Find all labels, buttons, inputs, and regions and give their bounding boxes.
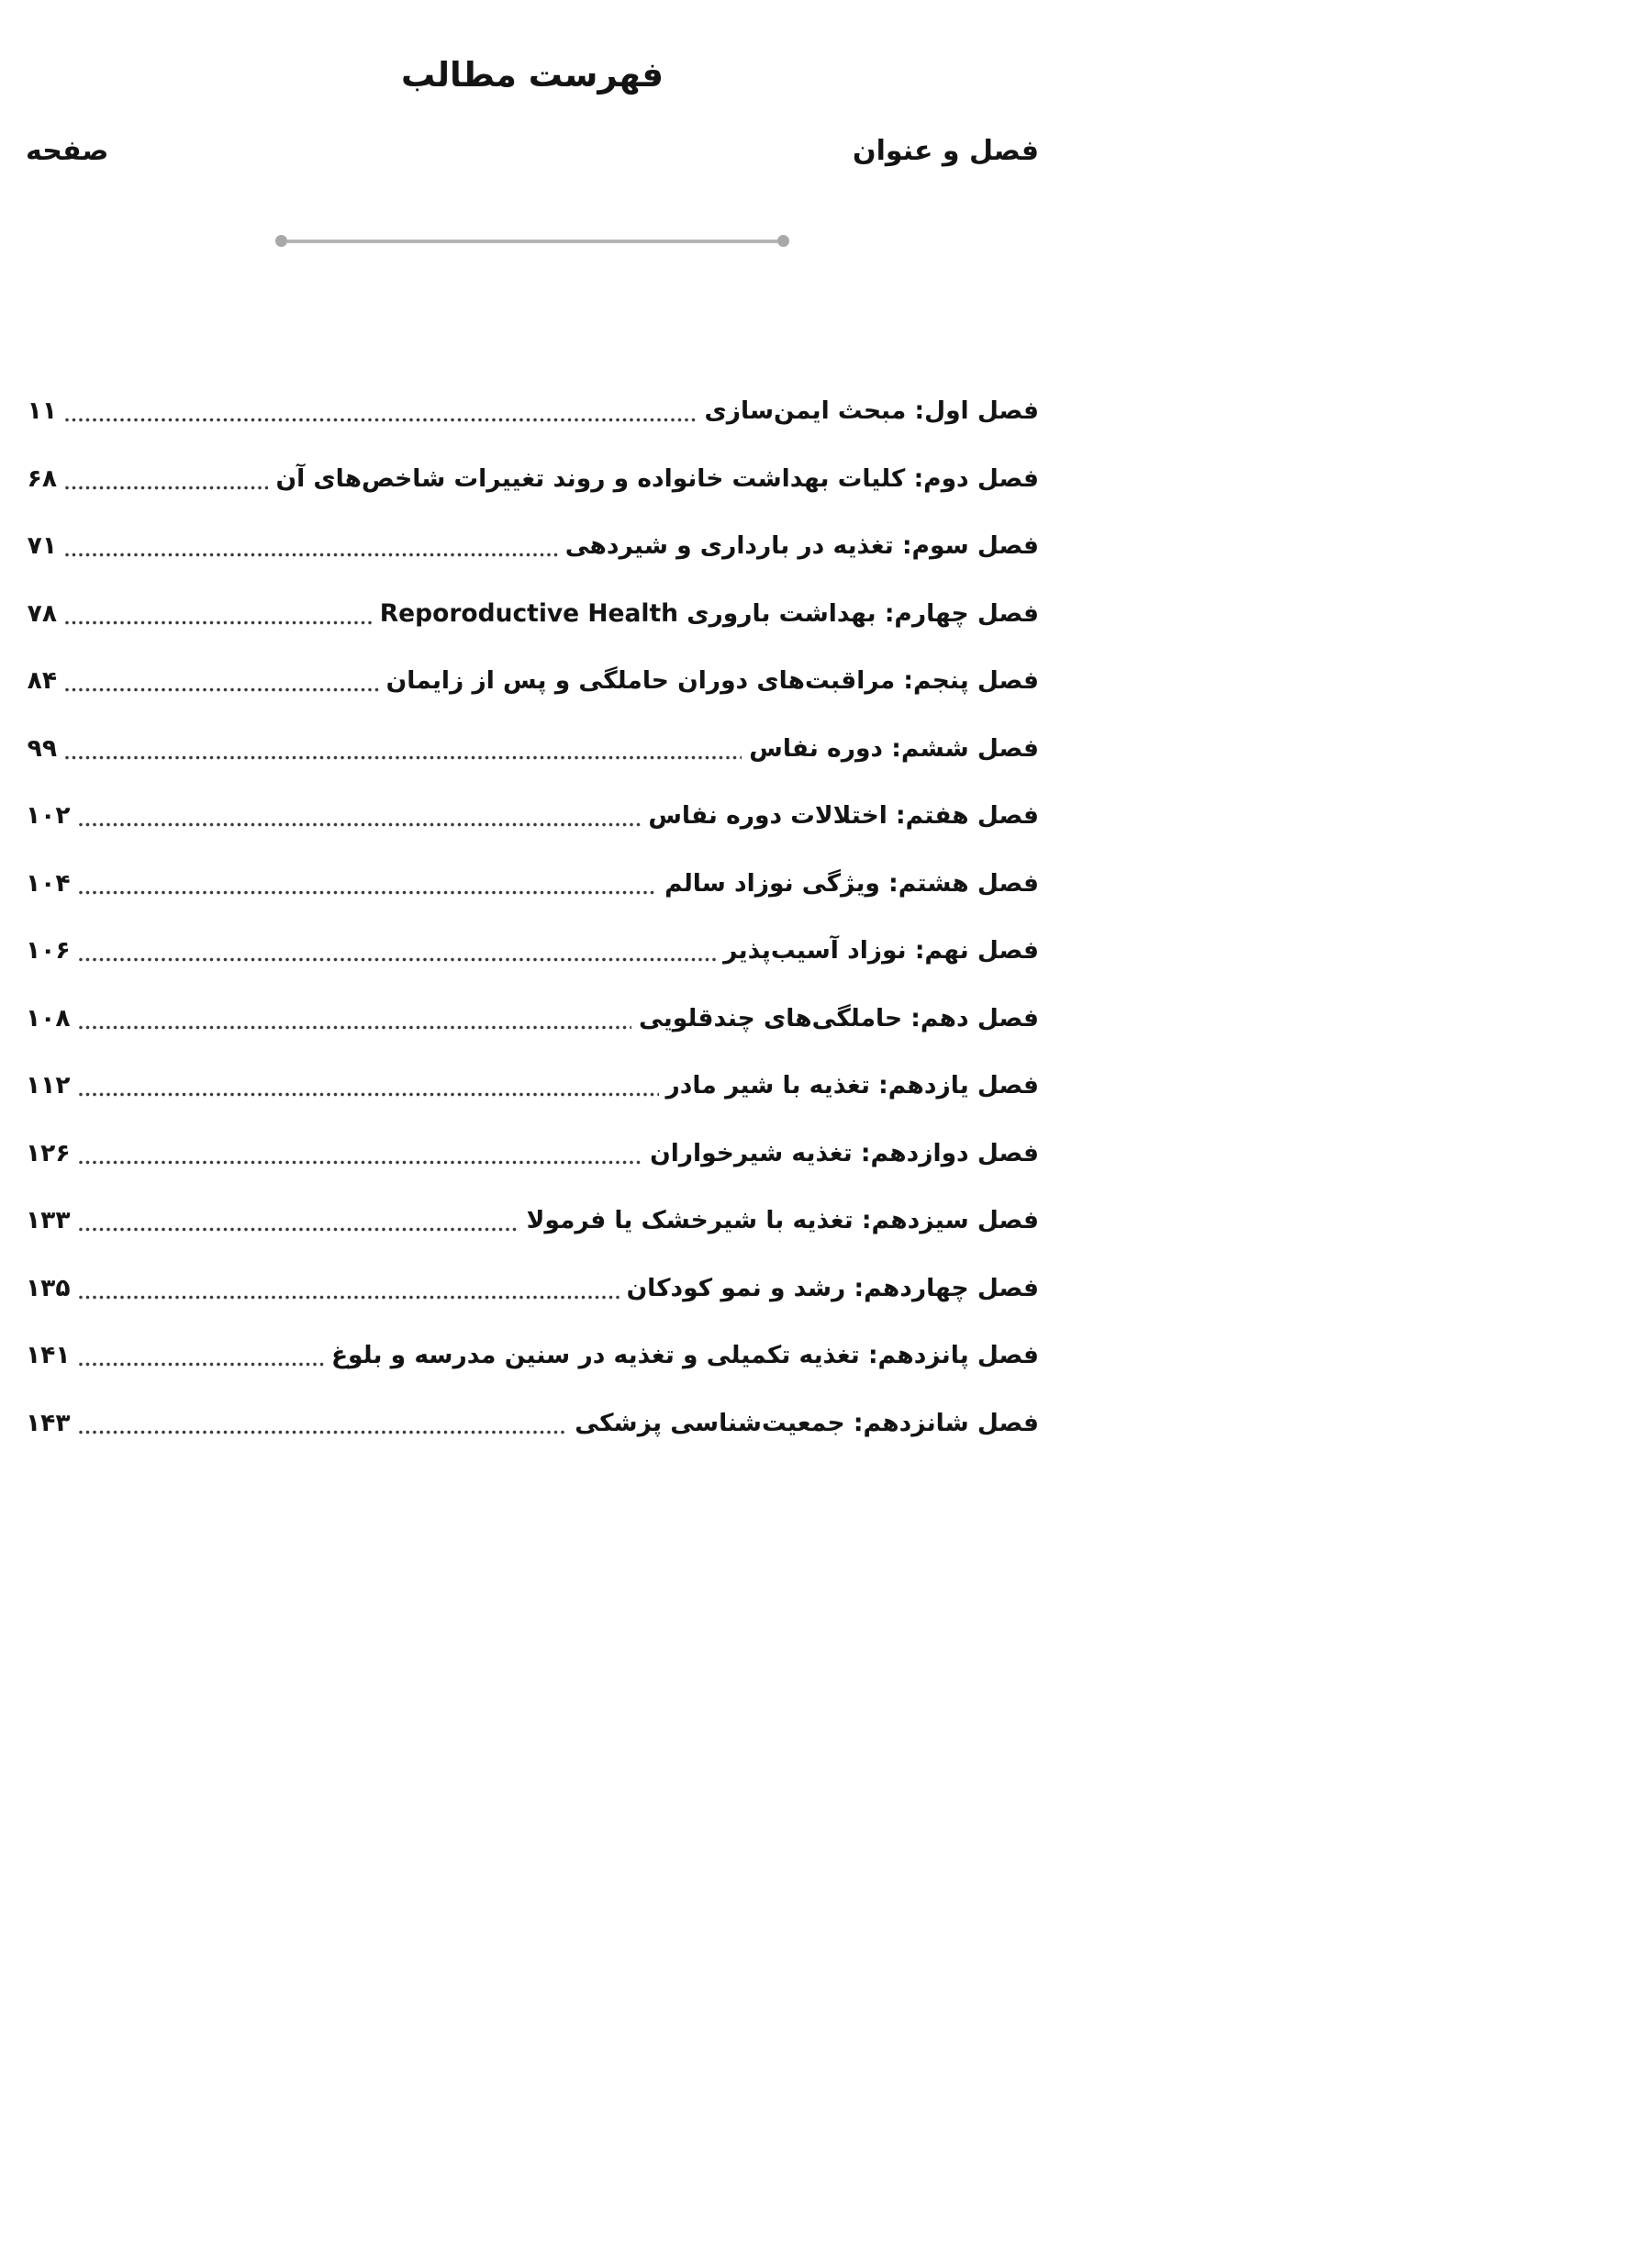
toc-entry [26, 445, 1039, 513]
toc-entry [26, 1255, 1039, 1323]
toc-entry-page-number: ۱۰۴ [26, 868, 71, 898]
toc-entry-page-number: ۱۰۸ [26, 1003, 71, 1033]
chapter-column-header: فصل و عنوان [853, 135, 1039, 167]
toc-entry-title: فصل سیزدهم: تغذیه با شیرخشک یا فرمولا [526, 1206, 1039, 1235]
toc-list [26, 377, 1039, 1457]
dotted-leader [78, 890, 658, 895]
toc-entry [26, 512, 1039, 580]
toc-entry-title: فصل پانزدهم: تغذیه تکمیلی و تغذیه در سنین مدرسه و بلوغ [330, 1341, 1039, 1370]
toc-entry-page-number: ۱۳۳ [26, 1206, 71, 1235]
toc-entry-page-number: ۱۴۳ [26, 1408, 71, 1437]
toc-entry-title: فصل دوم: کلیات بهداشت خانواده و روند تغییرات شاخص‌های آن [275, 463, 1039, 493]
toc-entry-page-number: ۱۰۲ [26, 801, 71, 831]
dotted-leader [78, 1227, 519, 1232]
toc-entry [26, 1187, 1039, 1255]
toc-entry-page-number: ۶۸ [27, 463, 57, 493]
toc-entry [26, 1322, 1039, 1390]
toc-entry-title: فصل دهم: حاملگی‌های چندقلویی [638, 1003, 1039, 1033]
dotted-leader [64, 620, 373, 625]
dotted-leader [64, 553, 558, 557]
column-headers [26, 135, 1039, 167]
divider-line [287, 240, 777, 243]
toc-entry-title: فصل هفتم: اختلالات دوره نفاس [648, 801, 1039, 831]
toc-entry-page-number: ۸۴ [27, 666, 57, 696]
toc-entry [26, 985, 1039, 1053]
toc-entry-title: فصل نهم: نوزاد آسیب‌پذیر [723, 936, 1039, 966]
toc-entry [26, 782, 1039, 850]
dotted-leader [64, 486, 268, 490]
toc-entry-page-number: ۱۱۲ [26, 1071, 71, 1100]
toc-entry-title: فصل شانزدهم: جمعیت‌شناسی پزشکی [575, 1408, 1039, 1437]
toc-entry-page-number: ۷۸ [27, 598, 57, 628]
toc-entry-page-number: ۱۳۵ [26, 1273, 71, 1302]
divider-right-dot [777, 235, 789, 247]
toc-entry [26, 377, 1039, 445]
toc-entry-page-number: ۱۴۱ [26, 1341, 71, 1370]
toc-entry-title: فصل هشتم: ویژگی نوزاد سالم [664, 868, 1039, 898]
toc-entry-title: فصل دوازدهم: تغذیه شیرخواران [650, 1138, 1039, 1167]
toc-entry [26, 917, 1039, 985]
toc-entry-title: فصل چهاردهم: رشد و نمو کودکان [626, 1273, 1039, 1302]
divider-left-dot [275, 235, 287, 247]
dotted-leader [64, 755, 742, 760]
toc-entry [26, 850, 1039, 918]
toc-entry-title: فصل اول: مبحث ایمن‌سازی [704, 396, 1039, 426]
toc-entry [26, 1390, 1039, 1457]
toc-content [26, 0, 1039, 1457]
page-title: فهرست مطالب [400, 55, 664, 95]
toc-entry-title: فصل چهارم: بهداشت باروری Reporoductive Health [379, 598, 1039, 628]
toc-entry-page-number: ۱۱ [27, 396, 57, 426]
dotted-leader [78, 1160, 643, 1165]
toc-entry [26, 1120, 1039, 1188]
dotted-leader [78, 1025, 631, 1030]
toc-entry-title: فصل ششم: دوره نفاس [749, 733, 1039, 763]
dotted-leader [78, 1092, 659, 1097]
toc-entry-title: فصل یازدهم: تغذیه با شیر مادر [665, 1071, 1039, 1100]
page-column-header: صفحه [26, 135, 109, 167]
toc-entry [26, 715, 1039, 783]
toc-entry-title: فصل سوم: تغذیه در بارداری و شیردهی [564, 531, 1039, 561]
dotted-leader [78, 957, 717, 962]
toc-entry [26, 1052, 1039, 1120]
dotted-leader [64, 418, 697, 422]
dotted-leader [78, 1295, 620, 1300]
toc-entry [26, 580, 1039, 648]
divider-rule [275, 235, 789, 247]
toc-entry [26, 647, 1039, 715]
dotted-leader [78, 1362, 324, 1367]
toc-entry-page-number: ۹۹ [27, 733, 57, 763]
dotted-leader [64, 687, 379, 692]
toc-entry-page-number: ۷۱ [27, 531, 57, 561]
dotted-leader [78, 822, 642, 827]
toc-entry-page-number: ۱۰۶ [26, 936, 71, 966]
dotted-leader [78, 1430, 568, 1434]
toc-entry-page-number: ۱۲۶ [26, 1138, 71, 1167]
toc-entry-title: فصل پنجم: مراقبت‌های دوران حاملگی و پس از زایمان [385, 666, 1039, 696]
